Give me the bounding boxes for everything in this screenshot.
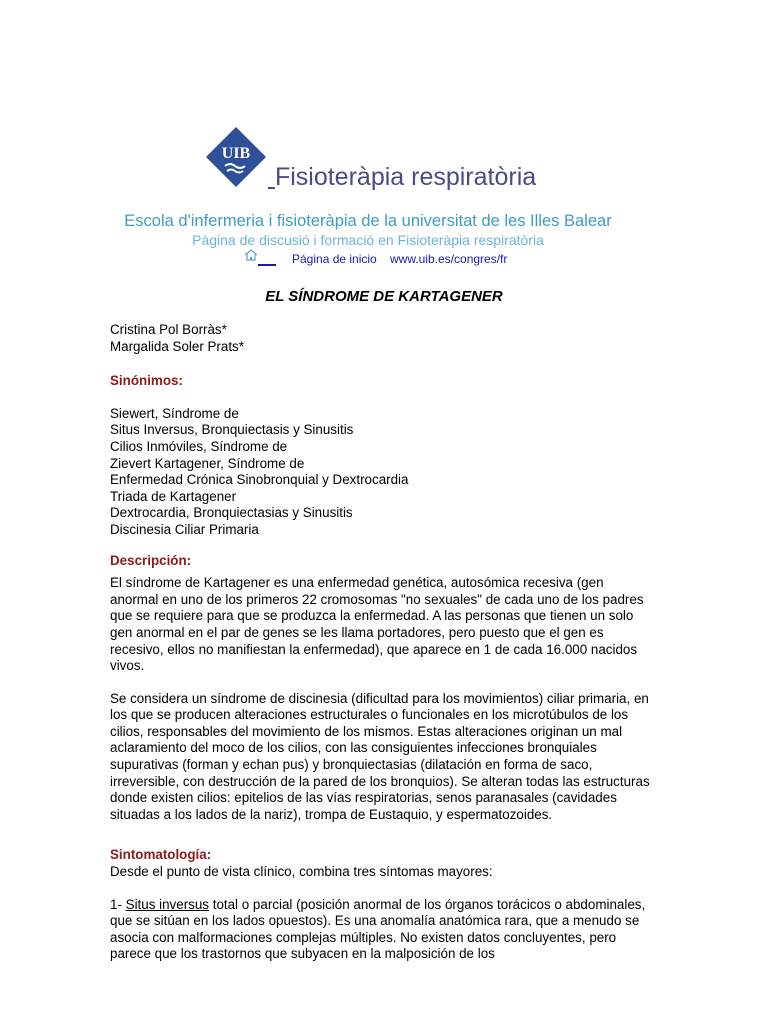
description-heading: Descripción: — [110, 552, 192, 568]
synonym-item: Situs Inversus, Bronquiectasis y Sinusitis — [110, 422, 354, 438]
synonym-item: Triada de Kartagener — [110, 488, 237, 504]
synonym-item: Dextrocardia, Bronquiectasias y Sinusitis — [110, 505, 353, 521]
synonyms-heading: Sinónimos: — [110, 373, 183, 389]
home-link[interactable]: Página de inicio — [292, 252, 377, 266]
author-2: Margalida Soler Prats* — [110, 338, 244, 354]
title-link-underline[interactable] — [268, 163, 275, 191]
home-icon[interactable] — [244, 249, 258, 261]
description-paragraph-1: El síndrome de Kartagener es una enfermedad genética, autosómica recesiva (gen anormal en uno de los primeros 22 cromosomas "no sexuales" de cada uno de los padres que se requiere para que se produzca la enfermedad. A las personas que tienen un solo gen anormal en el par de genes se les llama portadores, pero puesto que el gen es recesivo, ellos no manifiestan la enfermedad), que aparece en 1 de cada 16.000 nacidos vivos. — [110, 575, 644, 674]
site-title[interactable] — [268, 163, 536, 192]
symptom-1-text: total o parcial (posición anormal de los órganos torácicos o abdominales, que se sitúan en los lados opuestos). Es una anomalía anatómica rara, que a menudo se asocia con malformaciones complejas múltiples. No existen datos concluyentes, pero parece que los trastornos que subyacen en la malposición de los — [110, 896, 646, 962]
symptoms-heading: Sintomatología: — [110, 847, 212, 863]
site-title-text: Fisioteràpia respiratòria — [274, 163, 537, 191]
author-1: Cristina Pol Borràs* — [110, 322, 227, 337]
synonym-item: Cilios Inmóviles, Síndrome de — [110, 438, 288, 454]
site-url-link[interactable]: www.uib.es/congres/fr — [390, 252, 508, 266]
logo-text: UIB — [221, 145, 251, 162]
symptom-1 — [110, 897, 650, 963]
school-subtitle: Escola d'infermeria i fisioteràpia de la universitat de les Illes Balear — [124, 212, 612, 230]
synonym-item: Discinesia Ciliar Primaria — [110, 521, 259, 537]
situs-inversus-term: Situs inversus — [125, 896, 209, 912]
document-body — [110, 322, 650, 963]
synonym-item: Siewert, Síndrome de — [110, 405, 239, 421]
synonyms-list — [110, 406, 650, 539]
description-paragraph-2: Se considera un síndrome de discinesia (dificultad para los movimientos) ciliar primaria, en los que se producen alteraciones estructurales o funcionales en los microtúbulos de los cilios, responsables del movimiento de los mismos. Estas alteraciones originan un mal aclaramiento del moco de los cilios, con las consiguientes infecciones bronquiales supurativas (forman y echan pus) y bronquiectasias (dilatación en forma de saco, irreversible, con destrucción de la pared de los bronquios). Se alteran todas las estructuras donde existen cilios: epitelios de las vías respiratorias, senos paranasales (cavidades situadas a los lados de la nariz), trompa de Eustaquio, y espermatozoides. — [110, 690, 650, 822]
uib-logo[interactable] — [205, 126, 267, 188]
home-link-underline[interactable] — [258, 264, 276, 266]
synonym-item: Zievert Kartagener, Síndrome de — [110, 455, 305, 471]
page-tagline: Pàgina de discusió i formació en Fisioteràpia respiratòria — [192, 232, 544, 248]
synonym-item: Enfermedad Crónica Sinobronquial y Dextrocardia — [110, 472, 409, 488]
document-title: EL SÍNDROME DE KARTAGENER — [265, 288, 503, 305]
symptoms-intro: Desde el punto de vista clínico, combina tres síntomas mayores: — [110, 864, 493, 880]
symptom-1-prefix: 1- — [110, 896, 126, 912]
